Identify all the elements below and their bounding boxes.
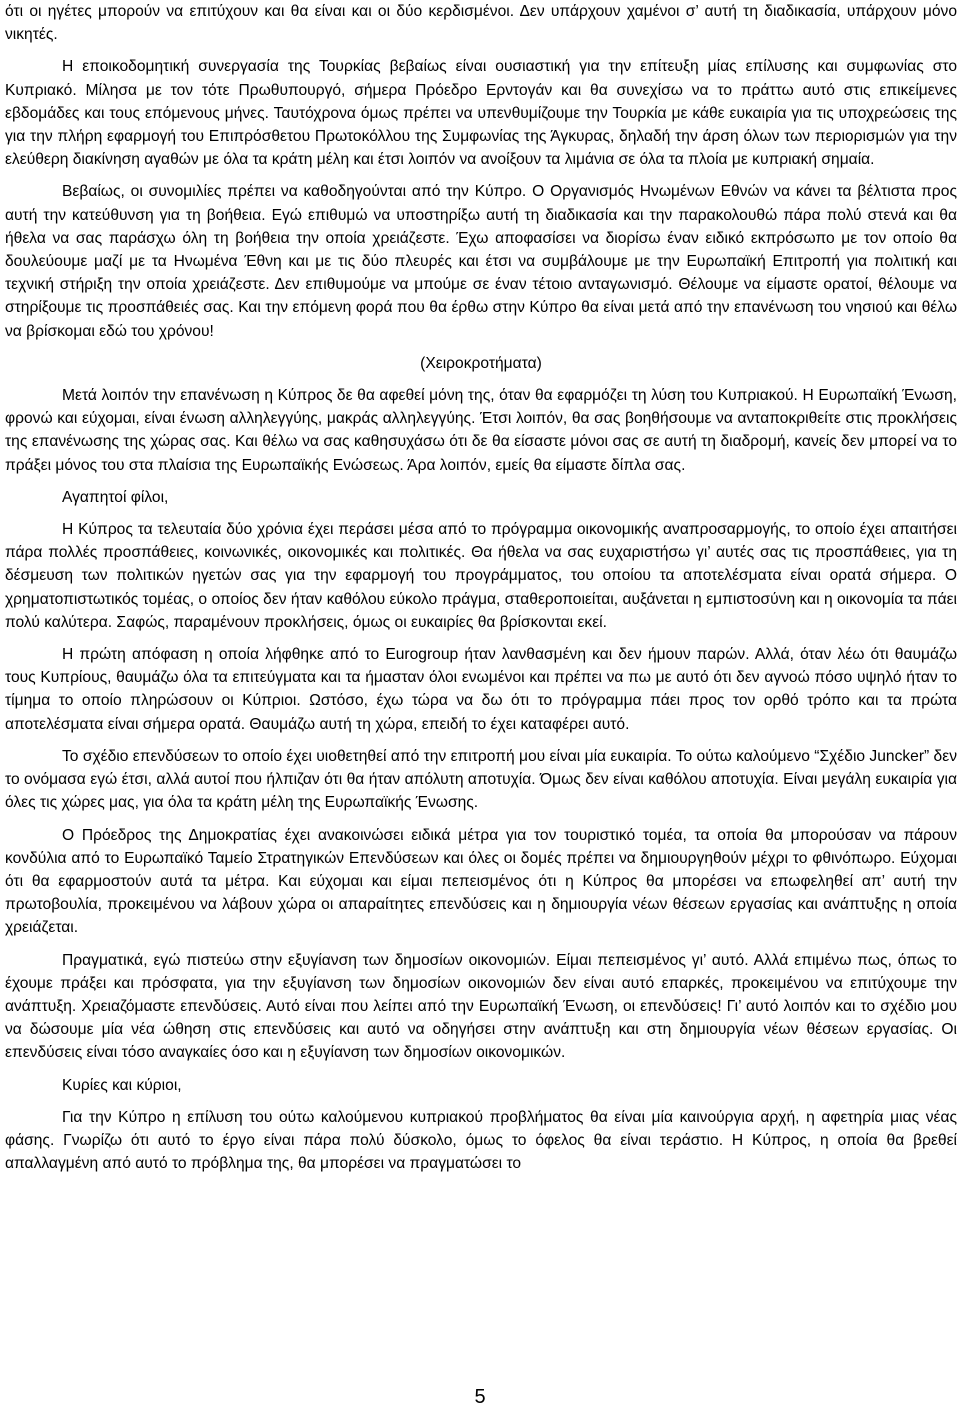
paragraph-new-beginning: Για την Κύπρο η επίλυση του ούτω καλούμενου κυπριακού προβλήματος θα είναι μία καινούργια αρχή, η αφετηρία μιας νέας φάσης. Γνωρίζω ότι αυτό το έργο είναι πάρα πολύ δύσκολο, όμως το όφελος θα είναι τεράστιο. Η Κύπρος, η οποία θα βρεθεί απαλλαγμένη από αυτό το πρόβλημα της, θα μπορέσει να πραγματώσει το	[5, 1108, 957, 1173]
paragraph-tourism-measures: Ο Πρόεδρος της Δημοκρατίας έχει ανακοινώσει ειδικά μέτρα για τον τουριστικό τομέα, τα οποία θα μπορούσαν να πάρουν κονδύλια από το Ευρωπαϊκό Ταμείο Στρατηγικών Επενδύσεων και όλες οι δομές πρέπει να δημιουργηθούν μέχρι το φθινόπωρο. Εύχομαι ότι θα εφαρμοστούν αυτά τα μέτρα. Και εύχομαι και είμαι πεπεισμένος ότι η Κύπρος θα μπορέσει να επωφεληθεί απ’ αυτή την πρωτοβουλία, προκειμένου να λάβουν χώρα οι απαραίτητες επενδύσεις και η δημιουργία νέων θέσεων εργασίας και ανάπτυξης η οποία χρειάζεται.	[5, 826, 957, 937]
paragraph-continuation: ότι οι ηγέτες μπορούν να επιτύχουν και θα είναι και οι δύο κερδισμένοι. Δεν υπάρχουν χαμένοι σ’ αυτή τη διαδικασία, υπάρχουν μόνο νικητές.	[5, 3, 957, 44]
paragraph-fiscal-consolidation: Πραγματικά, εγώ πιστεύω στην εξυγίανση των δημοσίων οικονομιών. Είμαι πεπεισμένος γι’ αυτό. Αλλά επιμένω πως, όπως το έχουμε πράξει και πρόσφατα, για την εξυγίανση των δημοσίων οικονομιών δεν είναι αυτό επαρκές, προκειμένου να επιτύχουμε την ανάπτυξη. Χρειαζόμαστε επενδύσεις. Αυτό είναι που λείπει από την Ευρωπαϊκή Ένωση, οι επενδύσεις! Γι’ αυτό λοιπόν και το σχέδιο μου να δώσουμε μία νέα ώθηση στις επενδύσεις και αυτό να οδηγήσει στην ανάπτυξη και στη δημιουργία νέων θέσεων εργασίας. Οι επενδύσεις είναι τόσο αναγκαίες όσο και η εξυγίανση των δημοσίων οικονομικών.	[5, 951, 957, 1062]
paragraph-investment-plan: Το σχέδιο επενδύσεων το οποίο έχει υιοθετηθεί από την επιτροπή μου είναι μία ευκαιρία. Το ούτω καλούμενο “Σχέδιο Juncker” δεν το ονόμασα εγώ έτσι, αλλά αυτοί που ήλπιζαν ότι θα ήταν απόλυτη αποτυχία. Όμως δεν είναι καθόλου αποτυχία. Είναι μεγάλη ευκαιρία για όλες τις χώρες μας, για όλα τα κράτη μέλη της Ευρωπαϊκής Ένωσης.	[5, 747, 957, 812]
paragraph-talks-led-by-cyprus: Βεβαίως, οι συνομιλίες πρέπει να καθοδηγούνται από την Κύπρο. Ο Οργανισμός Ηνωμένων Εθνών να κάνει τα βέλτιστα προς αυτή την κατεύθυνση για τη βοήθεια. Εγώ επιθυμώ να υποστηρίξω αυτή τη διαδικασία και την παρακολουθώ πάρα πολύ στενά και θα ήθελα να σας παράσχω όλη τη βοήθεια την οποία χρειάζεστε. Έχω αποφασίσει να διορίσω έναν ειδικό εκπρόσωπο με τον οποίο θα δουλεύουμε μαζί με τα Ηνωμένα Έθνη και με τις δύο πλευρές και έτσι να συμβάλουμε με την Ευρωπαϊκή Επιτροπή για πολιτική και τεχνική στήριξη την οποία χρειάζεστε. Δεν επιθυμούμε να μπούμε σε έναν τέτοιο ανταγωνισμό. Θέλουμε να είμαστε ορατοί, θέλουμε να στηρίξουμε τις προσπάθειές σας. Και την επόμενη φορά που θα έρθω στην Κύπρο θα είναι μετά από την επανένωση του νησιού και θέλω να βρίσκομαι εδώ του χρόνου!	[5, 183, 957, 340]
paragraph-after-reunification: Μετά λοιπόν την επανένωση η Κύπρος δε θα αφεθεί μόνη της, όταν θα εφαρμόζει τη λύση του Κυπριακού. Η Ευρωπαϊκή Ένωση, φρονώ και εύχομαι, είναι ένωση αλληλεγγύης, μακράς αλληλεγγύης. Έτσι λοιπόν, θα σας βοηθήσουμε να ανταποκριθείτε στις προκλήσεις της επανένωσης της χώρας σας. Και θέλω να σας καθησυχάσω ότι δε θα είσαστε μόνοι σας σε αυτή τη διαδρομή, κανείς δεν μπορεί να το πράξει μόνος του στα πλαίσια της Ευρωπαϊκής Ενώσεως. Άρα λοιπόν, εμείς θα είμαστε δίπλα σας.	[5, 387, 957, 474]
paragraph-turkey-cooperation: Η εποικοδομητική συνεργασία της Τουρκίας βεβαίως είναι ουσιαστική για την επίτευξη μίας επίλυσης και συμφωνίας στο Κυπριακό. Μίλησα με τον τότε Πρωθυπουργό, σήμερα Πρόεδρο Ερντογάν και θα συνεχίσω να το πράττω αυτό στις επικείμενες εβδομάδες και τους επόμενους μήνες. Ταυτόχρονα όμως πρέπει να υπενθυμίζουμε την Τουρκία με κάθε ευκαιρία για τις υποχρεώσεις της για την πλήρη εφαρμογή του Επιπρόσθετου Πρωτοκόλλου της Συμφωνίας της Άγκυρας, δηλαδή την άρση όλων των περιορισμών για την ελεύθερη διακίνηση αγαθών με όλα τα κράτη μέλη και έτσι λοιπόν να ανοίξουν τα λιμάνια σε όλα τα πλοία με κυπριακή σημαία.	[5, 58, 957, 169]
applause-note: (Χειροκροτήματα)	[420, 354, 542, 372]
salutation-dear-friends: Αγαπητοί φίλοι,	[62, 488, 169, 506]
page-number: 5	[474, 1386, 486, 1408]
paragraph-eurogroup-decision: Η πρώτη απόφαση η οποία λήφθηκε από το Eurogroup ήταν λανθασμένη και δεν ήμουν παρών. Αλλά, όταν λέω ότι θαυμάζω τους Κυπρίους, θαυμάζω όλα τα επιτεύγματα και τα ήμασταν όλοι ενωμένοι και πρέπει να πω με αυτό ότι δεν αγνοώ πόσο υψηλό ήταν το τίμημα το οποίο πληρώσουν οι Κύπριοι. Ωστόσο, έχω τώρα να δω ότι το πρόγραμμα πάει προς τον ορθό τρόπο και τα πρώτα αποτελέσματα είναι σήμερα ορατά. Θαυμάζω αυτή τη χώρα, επειδή το έχει καταφέρει αυτό.	[5, 646, 957, 733]
salutation-ladies-and-gentlemen: Κυρίες και κύριοι,	[62, 1076, 182, 1094]
paragraph-adjustment-programme: Η Κύπρος τα τελευταία δύο χρόνια έχει περάσει μέσα από το πρόγραμμα οικονομικής αναπροσαρμογής, το οποίο έχει απαιτήσει πάρα πολλές προσπάθειες, κοινωνικές, οικονομικές και πολιτικές. Θα ήθελα να σας ευχαριστήσω γι’ αυτές σας τις προσπάθειες, για τη δέσμευση των πολιτικών ηγετών σας για την εφαρμογή του προγράμματος, του οποίου τα αποτελέσματα είναι ορατά σήμερα. Ο χρηματοπιστωτικός τομέας, ο οποίος δεν ήταν καθόλου εύκολο πράγμα, σταθεροποιείται, αυξάνεται η εμπιστοσύνη και η οικονομία τα πάει πολύ καλύτερα. Σαφώς, παραμένουν προκλήσεις, όμως οι ευκαιρίες θα βρίσκονται εκεί.	[5, 521, 957, 631]
